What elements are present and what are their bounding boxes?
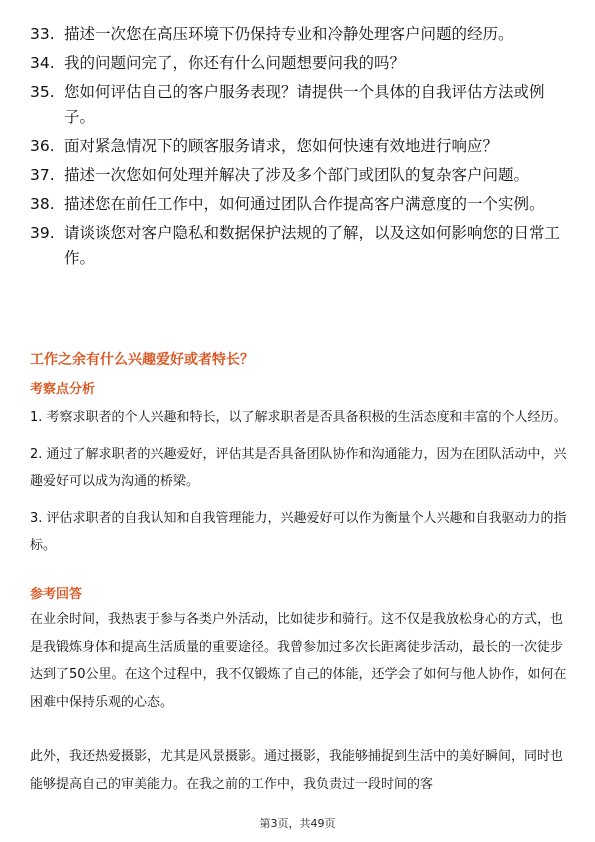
question-text: 描述一次您如何处理并解决了涉及多个部门或团队的复杂客户问题。	[64, 166, 530, 184]
list-item	[30, 51, 570, 76]
question-number: 33.	[30, 25, 55, 43]
question-text: 我的问题问完了，你还有什么问题想要问我的吗？	[64, 54, 406, 72]
question-text: 您如何评估自己的客户服务表现？请提供一个具体的自我评估方法或例子。	[64, 83, 545, 126]
question-number: 37.	[30, 166, 55, 184]
answer-heading: 参考回答	[30, 587, 83, 602]
question-number: 39.	[30, 224, 55, 242]
question-text: 描述一次您在高压环境下仍保持专业和冷静处理客户问题的经历。	[64, 25, 514, 43]
list-item	[30, 134, 570, 159]
question-text: 面对紧急情况下的顾客服务请求，您如何快速有效地进行响应？	[64, 137, 499, 155]
question-text: 描述您在前任工作中，如何通过团队合作提高客户满意度的一个实例。	[64, 195, 545, 213]
question-text: 请谈谈您对客户隐私和数据保护法规的了解，以及这如何影响您的日常工作。	[64, 224, 561, 267]
list-item	[30, 163, 570, 188]
analysis-item: 3. 评估求职者的自我认知和自我管理能力，兴趣爱好可以作为衡量个人兴趣和自我驱动力的指标。	[30, 511, 567, 553]
analysis-item: 1. 考察求职者的个人兴趣和特长，以了解求职者是否具备积极的生活态度和丰富的个人经历。	[30, 410, 567, 425]
answer-paragraph: 此外，我还热爱摄影，尤其是风景摄影。通过摄影，我能够捕捉到生活中的美好瞬间，同时也能够提高自己的审美能力。在我之前的工作中，我负责过一段时间的客	[30, 749, 564, 792]
question-number: 34.	[30, 54, 55, 72]
analysis-item: 2. 通过了解求职者的兴趣爱好，评估其是否具备团队协作和沟通能力，因为在团队活动中，兴趣爱好可以成为沟通的桥梁。	[30, 447, 567, 489]
list-item	[30, 22, 570, 47]
answer-paragraph: 在业余时间，我热衷于参与各类户外活动，比如徒步和骑行。这不仅是我放松身心的方式，也是我锻炼身体和提高生活质量的重要途径。我曾参加过多次长距离徒步活动，最长的一次徒步达到了50公里。在这个过程中，我不仅锻炼了自己的体能，还学会了如何与他人协作，如何在困难中保持乐观的心态。	[30, 612, 567, 710]
page-footer: 第3页，共49页	[259, 817, 336, 830]
analysis-heading: 考察点分析	[30, 382, 96, 397]
analysis-list	[30, 404, 570, 569]
answer-body	[30, 606, 570, 798]
question-number: 35.	[30, 83, 55, 101]
list-item	[30, 192, 570, 217]
list-item	[30, 221, 570, 271]
question-number: 36.	[30, 137, 55, 155]
section-title: 工作之余有什么兴趣爱好或者特长？	[30, 352, 254, 368]
list-item	[30, 80, 570, 130]
question-number: 38.	[30, 195, 55, 213]
question-list	[30, 22, 570, 275]
